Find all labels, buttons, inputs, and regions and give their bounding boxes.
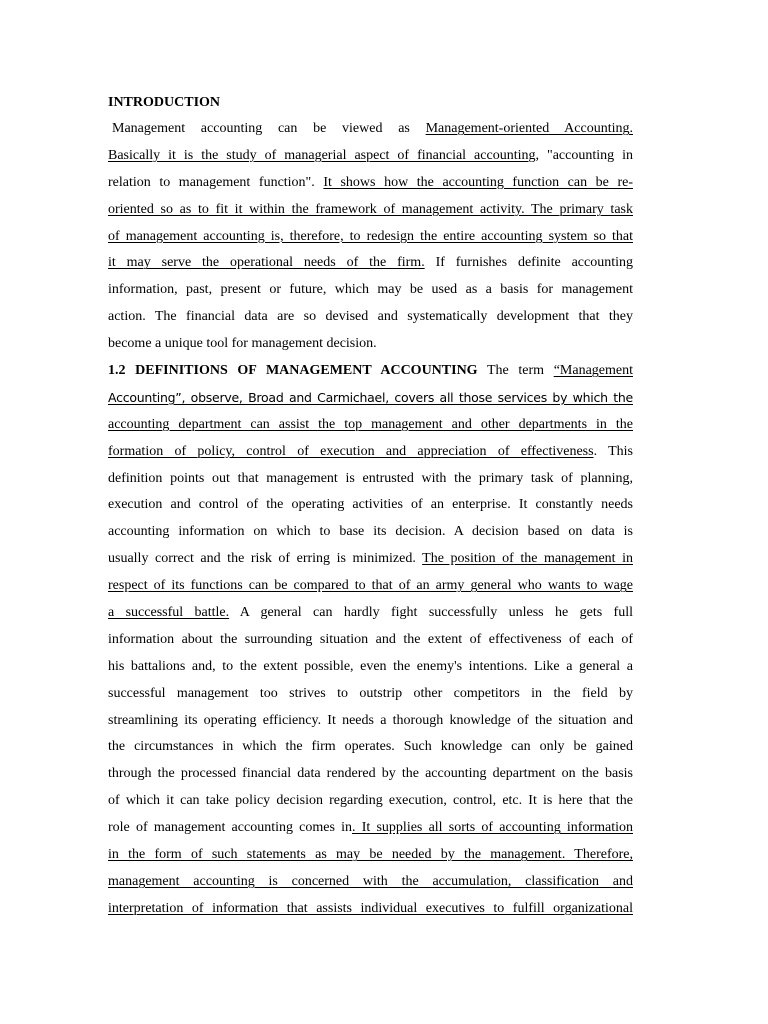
underlined-text: The position of the management in — [422, 551, 633, 567]
text-run: , "accounting in — [535, 147, 633, 163]
text-line — [108, 573, 633, 600]
text-line: information, past, present or future, which may be used as a basis for management — [108, 282, 633, 298]
text-line — [108, 412, 633, 439]
underlined-text: formation of policy, control of execution and appreciation of effectiveness — [108, 443, 594, 459]
text-run: A general can hardly fight successfully unless he gets full — [229, 605, 633, 621]
text-line — [108, 869, 633, 896]
text-run: . This — [593, 443, 633, 459]
text-line — [108, 439, 633, 466]
document-page — [108, 89, 633, 923]
text-line: information about the surrounding situation and the extent of effectiveness of each of — [108, 631, 633, 647]
text-run: relation to management function". — [108, 174, 324, 190]
text-line — [108, 224, 633, 251]
text-line — [108, 385, 633, 412]
underlined-text: of management accounting is, therefore, to redesign the entire accounting system so that — [108, 228, 633, 244]
text-line — [108, 842, 633, 869]
text-line: action. The financial data are so devised and systematically development that they — [108, 309, 633, 325]
text-line — [108, 250, 633, 277]
underlined-text: respect of its functions can be compared to that of an army general who wants to wage — [108, 578, 633, 594]
text-run: role of management accounting comes in — [108, 820, 353, 836]
text-run: Management accounting can be viewed as — [112, 121, 426, 136]
text-line — [108, 600, 633, 627]
text-line — [108, 116, 633, 143]
introduction-paragraph — [108, 116, 633, 358]
text-run: If furnishes definite accounting — [424, 255, 633, 271]
underlined-text: accounting department can assist the top management and other departments in the — [108, 416, 633, 432]
text-run: The term — [477, 363, 554, 379]
text-line: streamlining its operating efficiency. It needs a thorough knowledge of the situation and — [108, 712, 633, 728]
text-line — [108, 815, 633, 842]
underlined-text: interpretation of information that assists individual executives to fulfill organizational — [108, 900, 633, 916]
underlined-text: . It supplies all sorts of accounting information — [352, 820, 633, 836]
underlined-text: a successful battle. — [108, 605, 230, 621]
underlined-text: in the form of such statements as may be needed by the management. Therefore, — [108, 847, 633, 863]
underlined-text: oriented so as to fit it within the framework of management activity. The primary task — [108, 201, 633, 217]
text-line — [108, 143, 633, 170]
text-line — [108, 358, 633, 385]
definitions-paragraph — [108, 358, 633, 923]
text-line — [108, 546, 633, 573]
text-line: successful management too strives to outstrip other competitors in the field by — [108, 685, 633, 701]
section-heading-definitions: 1.2 DEFINITIONS OF MANAGEMENT ACCOUNTING — [108, 363, 478, 379]
underlined-text: management accounting is concerned with the accumulation, classification and — [108, 873, 633, 889]
text-line — [108, 896, 633, 923]
text-line: the circumstances in which the firm operates. Such knowledge can only be gained — [108, 739, 633, 755]
text-line: accounting information on which to base its decision. A decision based on data is — [108, 524, 633, 540]
underlined-text: Basically it is the study of managerial aspect of financial accounting — [108, 147, 536, 163]
text-line: execution and control of the operating activities of an enterprise. It constantly needs — [108, 497, 633, 513]
text-line — [108, 170, 633, 197]
section-heading-introduction: INTRODUCTION — [108, 95, 221, 110]
underlined-text: It shows how the accounting function can be re- — [323, 174, 633, 190]
underlined-text: Management-oriented Accounting. — [425, 121, 633, 136]
underlined-text: “Management — [553, 363, 633, 379]
text-run: usually correct and the risk of erring is minimized. — [108, 551, 423, 567]
text-line: become a unique tool for management decision. — [108, 336, 377, 352]
underlined-text: Accounting”, observe, Broad and Carmichael, covers all those services by which the — [108, 389, 633, 405]
text-line: through the processed financial data rendered by the accounting department on the basis — [108, 766, 633, 782]
text-line: of which it can take policy decision regarding execution, control, etc. It is here that the — [108, 793, 633, 809]
text-line: definition points out that management is entrusted with the primary task of planning, — [108, 470, 633, 486]
text-line — [108, 197, 633, 224]
text-line: his battalions and, to the extent possible, even the enemy's intentions. Like a general a — [108, 658, 633, 674]
underlined-text: it may serve the operational needs of the firm. — [108, 255, 425, 271]
